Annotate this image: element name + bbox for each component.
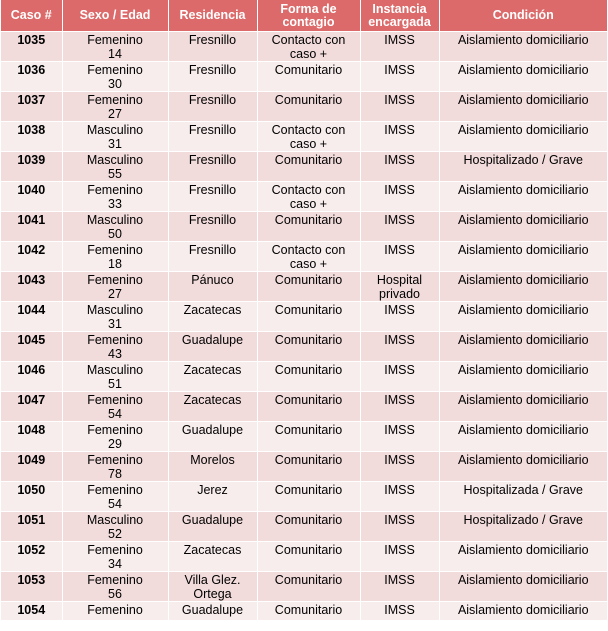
cell-sexo: Femenino [87,93,143,107]
cell-forma-contagio: Contacto con caso + [257,182,360,212]
cell-forma-contagio: Comunitario [257,452,360,482]
cell-edad: 31 [108,137,122,151]
cell-residencia: Villa Glez. Ortega [168,572,257,602]
cell-caso: 1041 [1,212,62,242]
cell-forma-contagio: Contacto con caso + [257,32,360,62]
table-body [1,32,607,620]
cell-edad: 78 [108,467,122,481]
cell-condicion: Aislamiento domiciliario [439,452,607,482]
cell-sexo-edad [62,272,168,302]
cell-forma-contagio: Comunitario [257,482,360,512]
cell-residencia: Zacatecas [168,302,257,332]
table-row [1,152,607,182]
cell-condicion: Hospitalizado / Grave [439,512,607,542]
cell-sexo: Masculino [86,153,144,167]
header-residencia: Residencia [168,0,257,32]
cell-sexo: Masculino [86,123,144,137]
cell-edad: 27 [108,287,122,301]
cell-forma-contagio: Comunitario [257,362,360,392]
cell-edad: 52 [108,527,122,541]
table-row [1,542,607,572]
cell-edad: 27 [108,107,122,121]
cell-caso: 1035 [1,32,62,62]
cell-residencia: Guadalupe [168,602,257,620]
cell-caso: 1046 [1,362,62,392]
table-row [1,332,607,362]
cell-sexo-edad [62,422,168,452]
cell-edad: 33 [108,197,122,211]
table-row [1,362,607,392]
cell-instancia: IMSS [360,452,439,482]
cell-caso: 1042 [1,242,62,272]
table-row [1,122,607,152]
cell-forma-contagio: Comunitario [257,572,360,602]
cell-forma-contagio: Comunitario [257,92,360,122]
cell-sexo-edad [62,242,168,272]
cell-residencia: Guadalupe [168,332,257,362]
table-row [1,302,607,332]
cell-sexo-edad [62,542,168,572]
cell-caso: 1039 [1,152,62,182]
cell-residencia: Guadalupe [168,422,257,452]
cell-caso: 1048 [1,422,62,452]
cell-residencia: Pánuco [168,272,257,302]
cell-forma-contagio: Comunitario [257,152,360,182]
cases-table [1,0,607,620]
cell-condicion: Aislamiento domiciliario [439,32,607,62]
cell-sexo: Femenino [87,273,143,287]
cell-caso: 1045 [1,332,62,362]
cell-caso: 1040 [1,182,62,212]
table-row [1,422,607,452]
cell-edad: 43 [108,347,122,361]
cell-residencia: Fresnillo [168,182,257,212]
cell-sexo: Femenino [87,423,143,437]
cell-forma-contagio: Comunitario [257,212,360,242]
table-row [1,482,607,512]
cell-instancia: IMSS [360,302,439,332]
cell-instancia: IMSS [360,152,439,182]
table-row [1,512,607,542]
cell-sexo: Masculino [86,363,144,377]
table-row [1,242,607,272]
cell-caso: 1054 [1,602,62,620]
cell-forma-contagio: Comunitario [257,392,360,422]
cell-residencia: Zacatecas [168,362,257,392]
cell-sexo: Masculino [86,303,144,317]
cell-residencia: Zacatecas [168,392,257,422]
cell-sexo: Femenino [87,573,143,587]
cell-residencia: Fresnillo [168,92,257,122]
cell-instancia: IMSS [360,512,439,542]
cell-forma-contagio: Comunitario [257,542,360,572]
cell-instancia: IMSS [360,242,439,272]
cell-instancia: IMSS [360,602,439,620]
cell-forma-contagio: Comunitario [257,62,360,92]
cell-forma-contagio: Comunitario [257,272,360,302]
cell-instancia: IMSS [360,62,439,92]
cell-condicion: Hospitalizado / Grave [439,152,607,182]
cell-condicion: Aislamiento domiciliario [439,332,607,362]
table-row [1,92,607,122]
cell-sexo-edad [62,32,168,62]
cell-condicion: Aislamiento domiciliario [439,422,607,452]
cell-edad: 50 [108,227,122,241]
cell-residencia: Jerez [168,482,257,512]
cell-residencia: Fresnillo [168,242,257,272]
cell-condicion: Aislamiento domiciliario [439,302,607,332]
cell-sexo-edad [62,452,168,482]
cell-caso: 1047 [1,392,62,422]
table-row [1,32,607,62]
table-row [1,452,607,482]
header-forma-contagio: Forma de contagio [257,0,360,32]
header-condicion: Condición [439,0,607,32]
cell-forma-contagio: Comunitario [257,302,360,332]
cell-edad: 56 [108,587,122,601]
cell-caso: 1036 [1,62,62,92]
cell-sexo-edad [62,182,168,212]
cell-instancia: Hospital privado [360,272,439,302]
cell-sexo-edad [62,212,168,242]
cell-condicion: Aislamiento domiciliario [439,242,607,272]
cell-edad: 14 [108,47,122,61]
cell-sexo: Femenino [87,183,143,197]
cell-edad: 54 [108,407,122,421]
cell-condicion: Aislamiento domiciliario [439,572,607,602]
cell-residencia: Fresnillo [168,152,257,182]
cell-instancia: IMSS [360,422,439,452]
cell-sexo: Femenino [87,453,143,467]
cell-condicion: Aislamiento domiciliario [439,392,607,422]
table-row [1,182,607,212]
cell-condicion: Aislamiento domiciliario [439,362,607,392]
cell-residencia: Fresnillo [168,122,257,152]
header-instancia: Instancia encargada [360,0,439,32]
cell-condicion: Aislamiento domiciliario [439,542,607,572]
cell-residencia: Zacatecas [168,542,257,572]
cell-sexo: Femenino [87,33,143,47]
cell-caso: 1043 [1,272,62,302]
cell-sexo-edad [62,362,168,392]
table-row [1,62,607,92]
cell-condicion: Aislamiento domiciliario [439,92,607,122]
cell-instancia: IMSS [360,572,439,602]
cell-instancia: IMSS [360,362,439,392]
cell-caso: 1051 [1,512,62,542]
cell-sexo: Femenino [87,603,143,617]
cell-instancia: IMSS [360,182,439,212]
table-row [1,602,607,620]
cell-instancia: IMSS [360,542,439,572]
cell-caso: 1049 [1,452,62,482]
cell-instancia: IMSS [360,392,439,422]
table-row [1,212,607,242]
cell-residencia: Fresnillo [168,62,257,92]
cell-sexo-edad [62,152,168,182]
cell-edad: 55 [108,167,122,181]
cell-sexo: Femenino [87,483,143,497]
cell-edad: 34 [108,557,122,571]
cell-forma-contagio: Comunitario [257,512,360,542]
table-row [1,572,607,602]
cell-instancia: IMSS [360,332,439,362]
cell-edad: 29 [108,437,122,451]
cell-residencia: Fresnillo [168,212,257,242]
cell-condicion: Aislamiento domiciliario [439,122,607,152]
cell-condicion: Aislamiento domiciliario [439,602,607,620]
cell-caso: 1050 [1,482,62,512]
cell-caso: 1052 [1,542,62,572]
cell-forma-contagio: Comunitario [257,602,360,620]
cell-instancia: IMSS [360,482,439,512]
cell-sexo: Femenino [87,543,143,557]
cell-sexo-edad [62,62,168,92]
cell-instancia: IMSS [360,32,439,62]
cell-sexo: Masculino [86,213,144,227]
header-caso: Caso # [1,0,62,32]
cell-sexo: Femenino [87,63,143,77]
cell-sexo: Femenino [87,243,143,257]
cell-forma-contagio: Contacto con caso + [257,242,360,272]
cell-forma-contagio: Comunitario [257,422,360,452]
cell-sexo: Femenino [87,333,143,347]
cell-instancia: IMSS [360,122,439,152]
cell-residencia: Morelos [168,452,257,482]
cell-condicion: Aislamiento domiciliario [439,62,607,92]
header-sexo-edad: Sexo / Edad [62,0,168,32]
cell-edad: 51 [108,377,122,391]
cell-sexo-edad [62,572,168,602]
cell-condicion: Aislamiento domiciliario [439,272,607,302]
cell-sexo-edad [62,482,168,512]
cell-edad: 54 [108,497,122,511]
cell-condicion: Hospitalizada / Grave [439,482,607,512]
cell-caso: 1038 [1,122,62,152]
cell-sexo-edad [62,602,168,620]
cell-caso: 1053 [1,572,62,602]
table-row [1,392,607,422]
cell-caso: 1037 [1,92,62,122]
cell-edad: 18 [108,257,122,271]
cell-condicion: Aislamiento domiciliario [439,212,607,242]
cell-sexo-edad [62,92,168,122]
cell-sexo-edad [62,332,168,362]
cell-sexo-edad [62,122,168,152]
table-row [1,272,607,302]
cell-condicion: Aislamiento domiciliario [439,182,607,212]
cell-residencia: Fresnillo [168,32,257,62]
cell-sexo-edad [62,302,168,332]
cell-edad: 30 [108,77,122,91]
cell-instancia: IMSS [360,92,439,122]
header-row [1,0,607,32]
cell-forma-contagio: Comunitario [257,332,360,362]
cell-sexo-edad [62,392,168,422]
cell-residencia: Guadalupe [168,512,257,542]
cell-instancia: IMSS [360,212,439,242]
cell-sexo-edad [62,512,168,542]
cell-sexo: Masculino [86,513,144,527]
cell-edad: 31 [108,317,122,331]
cell-sexo: Femenino [87,393,143,407]
cell-caso: 1044 [1,302,62,332]
cell-forma-contagio: Contacto con caso + [257,122,360,152]
